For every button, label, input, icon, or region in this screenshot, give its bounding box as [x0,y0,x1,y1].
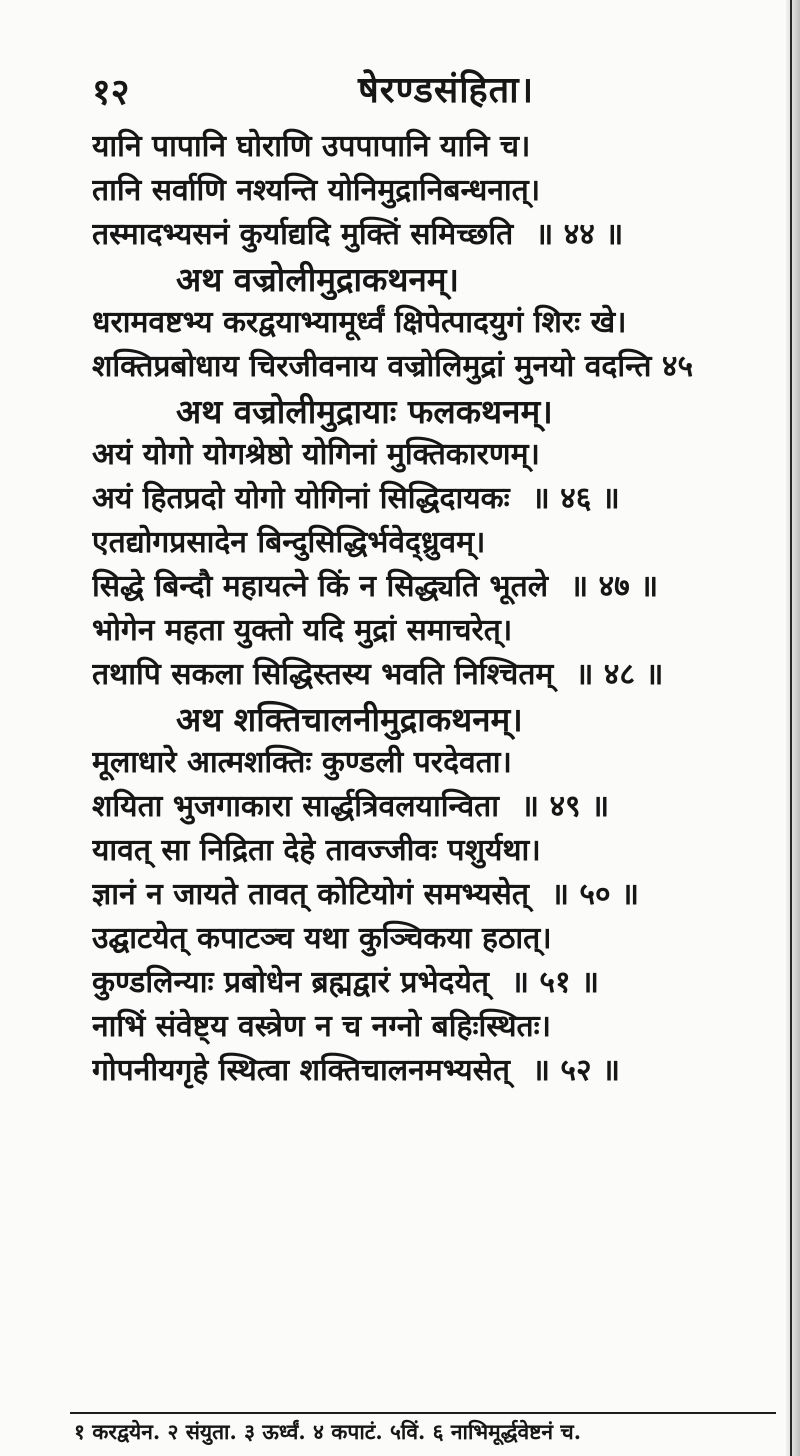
footnote: १ करद्वयेन. २ संयुता. ३ ऊर्ध्वं. ४ कपाटं. ५विं. ६ नाभिमूर्द्धवेष्टनं च. [74,1419,582,1444]
section-heading-text: अथ वज्रोलीमुद्राकथनम्। [176,260,460,299]
section-heading [92,696,782,740]
verse-line [92,916,782,960]
verse-line [92,124,782,168]
footnote-divider [70,1412,776,1414]
verse-body [92,124,782,1092]
verse-line [92,828,782,872]
verse-line [92,344,782,388]
section-heading-text: अथ शक्तिचालनीमुद्राकथनम्। [176,700,523,739]
verse-number: ॥ ५१ ॥ [510,965,600,1000]
verse-line [92,476,782,520]
verse-text: कुण्डलिन्याः प्रबोधेन ब्रह्मद्वारं प्रभेदयेत् [92,965,489,1000]
verse-line [92,212,782,256]
verse-text: यानि पापानि घोराणि उपपापानि यानि च। [92,129,531,164]
verse-text: तथापि सकला सिद्धिस्तस्य भवति निश्चितम् [92,657,554,692]
verse-text: भोगेन महता युक्तो यदि मुद्रां समाचरेत्। [92,613,513,648]
verse-text: अयं हितप्रदो योगो योगिनां सिद्धिदायकः [92,481,510,516]
verse-line [92,608,782,652]
verse-text: मूलाधारे आत्मशक्तिः कुण्डली परदेवता। [92,745,512,780]
section-heading-text: अथ वज्रोलीमुद्रायाः फलकथनम्। [176,392,553,431]
verse-line [92,960,782,1004]
section-heading [92,256,782,300]
page-header [0,0,800,120]
verse-number: ॥ ४७ ॥ [570,569,659,604]
running-title: षेरण्डसंहिता। [358,69,535,111]
verse-line [92,1048,782,1092]
verse-text: तानि सर्वाणि नश्यन्ति योनिमुद्रानिबन्धनात्। [92,173,541,208]
verse-number: ॥ ४४ ॥ [535,217,624,252]
verse-line [92,784,782,828]
page-edge-shadow [786,0,800,1456]
verse-text: ज्ञानं न जायते तावत् कोटियोगं समभ्यसेत् [92,877,529,912]
verse-line [92,1004,782,1048]
verse-line [92,300,782,344]
verse-line [92,432,782,476]
verse-text: अयं योगो योगश्रेष्ठो योगिनां मुक्तिकारणम्। [92,437,540,472]
verse-line [92,652,782,696]
verse-text: यावत् सा निद्रिता देहे तावज्जीवः पशुर्यथा। [92,833,541,868]
verse-text: एतद्योगप्रसादेन बिन्दुसिद्धिर्भवेद्ध्रुवम्। [92,525,486,560]
verse-line [92,872,782,916]
verse-line [92,740,782,784]
verse-text: तस्मादभ्यसनं कुर्याद्यदि मुक्तिं समिच्छति [92,217,514,252]
verse-number: ॥ ४९ ॥ [521,789,610,824]
verse-line [92,520,782,564]
verse-text: धरामवष्टभ्य करद्वयाभ्यामूर्ध्वं क्षिपेत्पादयुगं शिरः खे। [92,305,627,340]
verse-text: शक्तिप्रबोधाय चिरजीवनाय वज्रोलिमुद्रां मुनयो वदन्ति ४५ [92,349,694,384]
verse-text: नाभिं संवेष्ट्य वस्त्रेण न च नग्नो बहिःस्थितः। [92,1009,552,1044]
verse-line [92,168,782,212]
verse-text: गोपनीयगृहे स्थित्वा शक्तिचालनमभ्यसेत् [92,1053,510,1088]
verse-number: ॥ ४६ ॥ [531,481,620,516]
verse-line [92,564,782,608]
verse-text: शयिता भुजगाकारा सार्द्धत्रिवलयान्विता [92,789,500,824]
verse-number: ॥ ५० ॥ [550,877,639,912]
verse-number: ॥ ४८ ॥ [575,657,664,692]
page-number: १२ [92,71,130,113]
section-heading [92,388,782,432]
verse-text: उद्घाटयेत् कपाटञ्च यथा कुञ्चिकया हठात्। [92,921,552,956]
verse-number: ॥ ५२ ॥ [532,1053,621,1088]
verse-text: सिद्धे बिन्दौ महायत्ने किं न सिद्ध्यति भूतले [92,569,549,604]
